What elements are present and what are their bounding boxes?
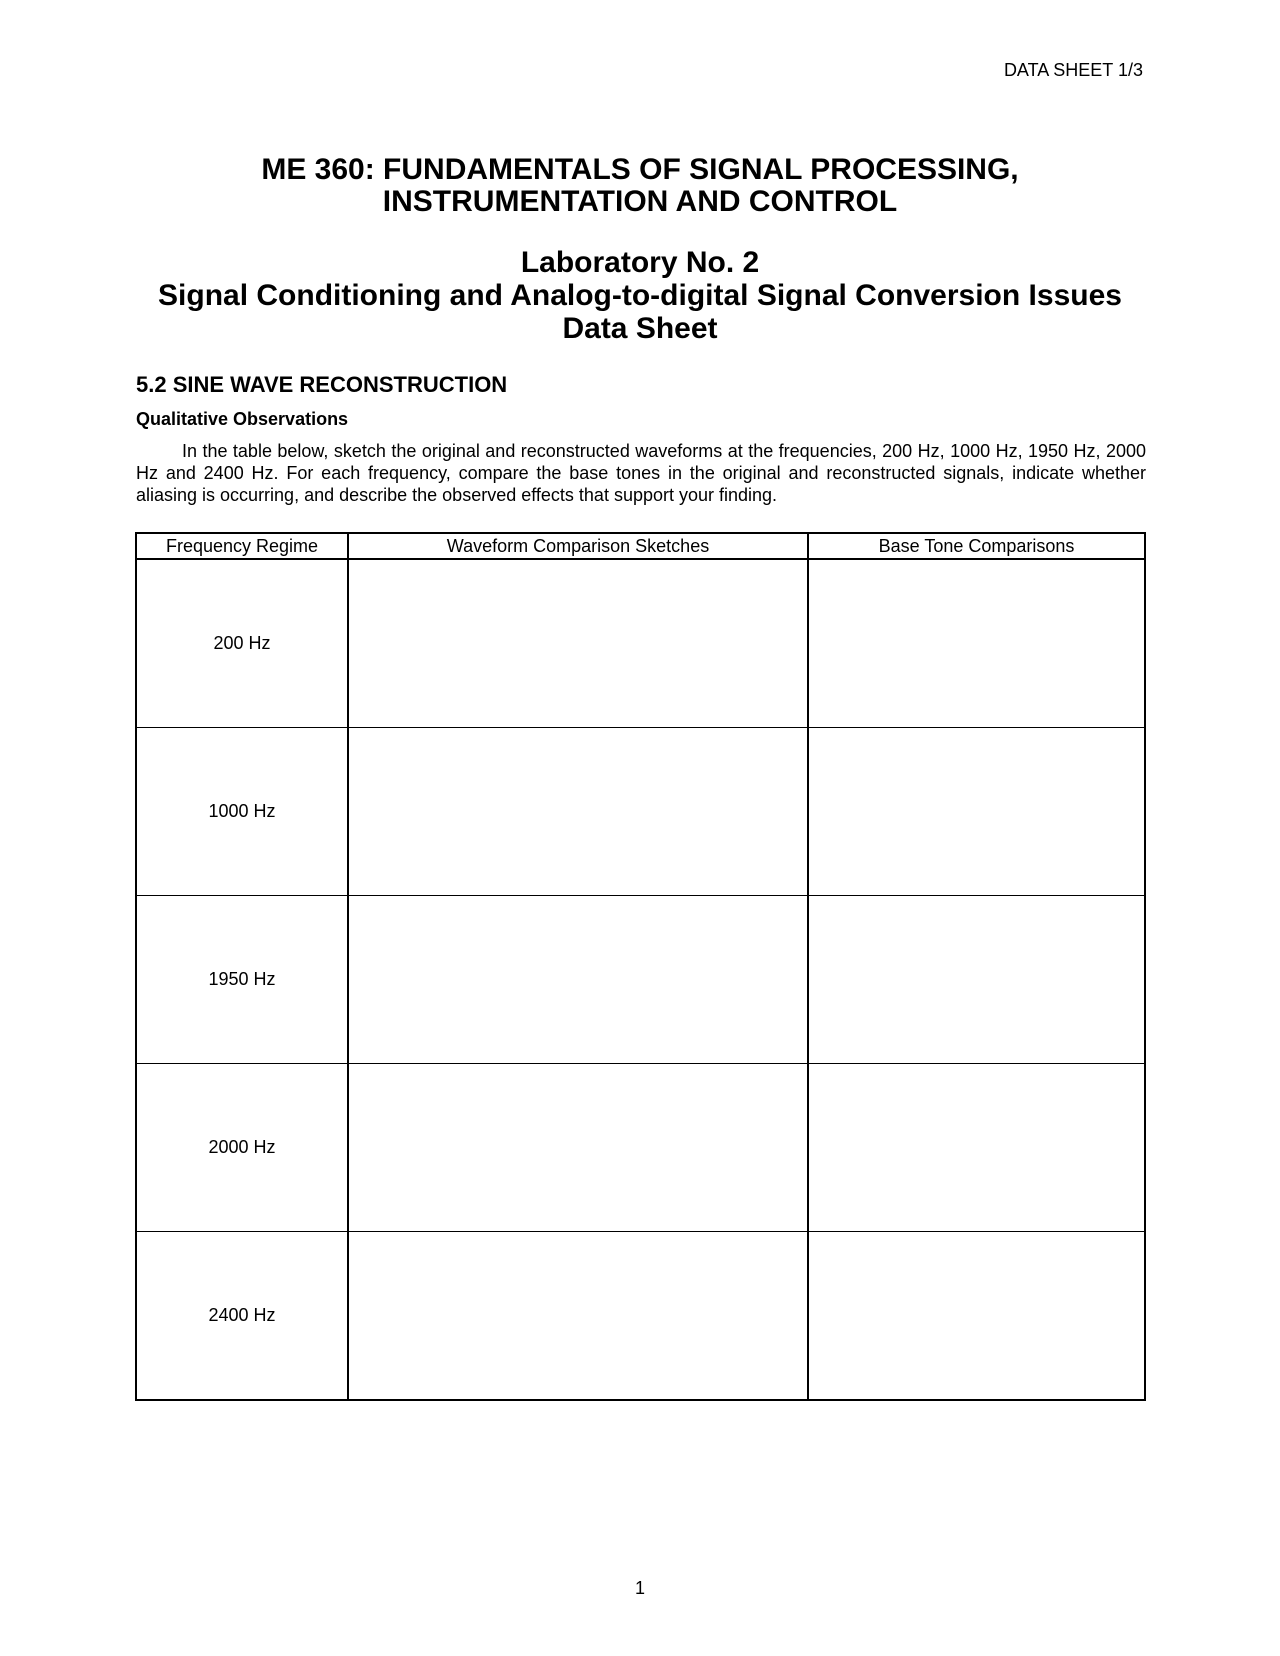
frequency-cell: 1950 Hz [136,896,348,1064]
frequency-cell: 2400 Hz [136,1232,348,1401]
table-row [136,728,1145,896]
sketch-cell[interactable] [348,559,808,728]
table-header-row [136,533,1145,559]
lab-title-block [0,246,1280,345]
table-row [136,1064,1145,1232]
sketch-cell[interactable] [348,1064,808,1232]
course-title-line1: ME 360: FUNDAMENTALS OF SIGNAL PROCESSING, [261,153,1019,186]
table-row [136,1232,1145,1401]
frequency-cell: 200 Hz [136,559,348,728]
course-title-block [0,154,1280,218]
comparison-cell[interactable] [808,1064,1145,1232]
section-heading: 5.2 SINE WAVE RECONSTRUCTION [136,372,508,397]
sketch-cell[interactable] [348,1232,808,1401]
page-number: 1 [634,1578,645,1598]
lab-number: Laboratory No. 2 [520,246,760,279]
sketch-cell[interactable] [348,728,808,896]
table-row [136,896,1145,1064]
comparison-cell[interactable] [808,559,1145,728]
header-waveform-sketches: Waveform Comparison Sketches [348,533,808,559]
header-frequency-regime: Frequency Regime [136,533,348,559]
frequency-cell: 1000 Hz [136,728,348,896]
comparison-cell[interactable] [808,728,1145,896]
instructions-paragraph: In the table below, sketch the original and reconstructed waveforms at the frequencies, 200 Hz, 1000 Hz, 1950 Hz, 2000 Hz and 2400 Hz. For each frequency, compare the base tones in the original and reconstructed signals, indicate whether aliasing is occurring, and describe the observed effects that support your finding. [136,441,1146,505]
frequency-cell: 2000 Hz [136,1064,348,1232]
sheet-type: Data Sheet [562,312,718,345]
comparison-cell[interactable] [808,896,1145,1064]
observations-table [135,532,1146,1401]
course-title-line2: INSTRUMENTATION AND CONTROL [382,185,898,218]
section-subheading: Qualitative Observations [136,409,349,429]
header-base-tone-comparisons: Base Tone Comparisons [808,533,1145,559]
table-row [136,559,1145,728]
sketch-cell[interactable] [348,896,808,1064]
lab-topic: Signal Conditioning and Analog-to-digital Signal Conversion Issues [158,279,1122,312]
comparison-cell[interactable] [808,1232,1145,1401]
data-sheet-label: DATA SHEET 1/3 [1003,60,1143,80]
